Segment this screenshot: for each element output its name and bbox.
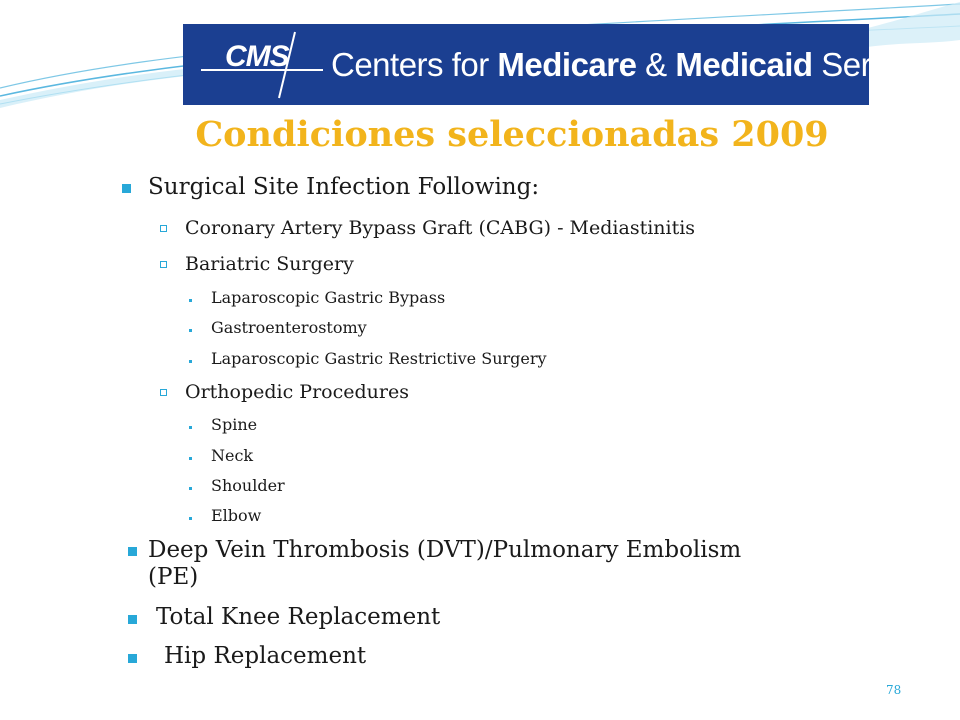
agency-name-medicare: Medicare [497,46,637,83]
bullet-square-icon [128,615,137,624]
bullet-dvt-line2: (PE) [148,564,199,590]
bullet-gastro: Gastroenterostomy [211,318,367,337]
agency-name-services: Services [812,46,944,83]
bullet-spine: Spine [211,415,258,434]
bullet-lap-bypass: Laparoscopic Gastric Bypass [211,288,446,307]
bullet-shoulder: Shoulder [211,476,285,495]
cms-banner [183,24,944,105]
bullet-cabg: Coronary Artery Bypass Graft (CABG) - Mediastinitis [185,217,696,239]
bullet-knee: Total Knee Replacement [156,604,441,630]
bullet-square-icon [128,547,137,556]
agency-name-amp: & [636,46,676,83]
bullet-hip: Hip Replacement [164,643,367,669]
bullet-dot-icon [189,299,192,302]
bullet-bariatric: Bariatric Surgery [185,253,354,275]
bullet-ortho: Orthopedic Procedures [185,381,409,403]
slide-title: Condiciones seleccionadas 2009 [195,114,829,155]
bullet-hollow-square-icon [160,261,167,268]
bullet-square-icon [128,654,137,663]
bullet-dot-icon [189,360,192,363]
page-number: 78 [886,683,902,697]
bullet-square-icon [122,184,131,193]
bullet-hollow-square-icon [160,389,167,396]
bullet-dot-icon [189,329,192,332]
agency-name-part: Centers for [331,46,498,83]
bullet-hollow-square-icon [160,225,167,232]
cms-agency-name [331,46,944,84]
bullet-neck: Neck [211,446,254,465]
bullet-ssi: Surgical Site Infection Following: [148,174,540,200]
cms-logo [183,24,333,105]
bullet-dot-icon [189,457,192,460]
agency-name-medicaid: Medicaid [675,46,813,83]
bullet-dvt-line1: Deep Vein Thrombosis (DVT)/Pulmonary Embolism [148,537,742,563]
bullet-dot-icon [189,426,192,429]
bullet-dot-icon [189,487,192,490]
bullet-lap-restrictive: Laparoscopic Gastric Restrictive Surgery [211,349,547,368]
svg-text:CMS: CMS [225,40,289,73]
bullet-elbow: Elbow [211,506,262,525]
bullet-dot-icon [189,517,192,520]
